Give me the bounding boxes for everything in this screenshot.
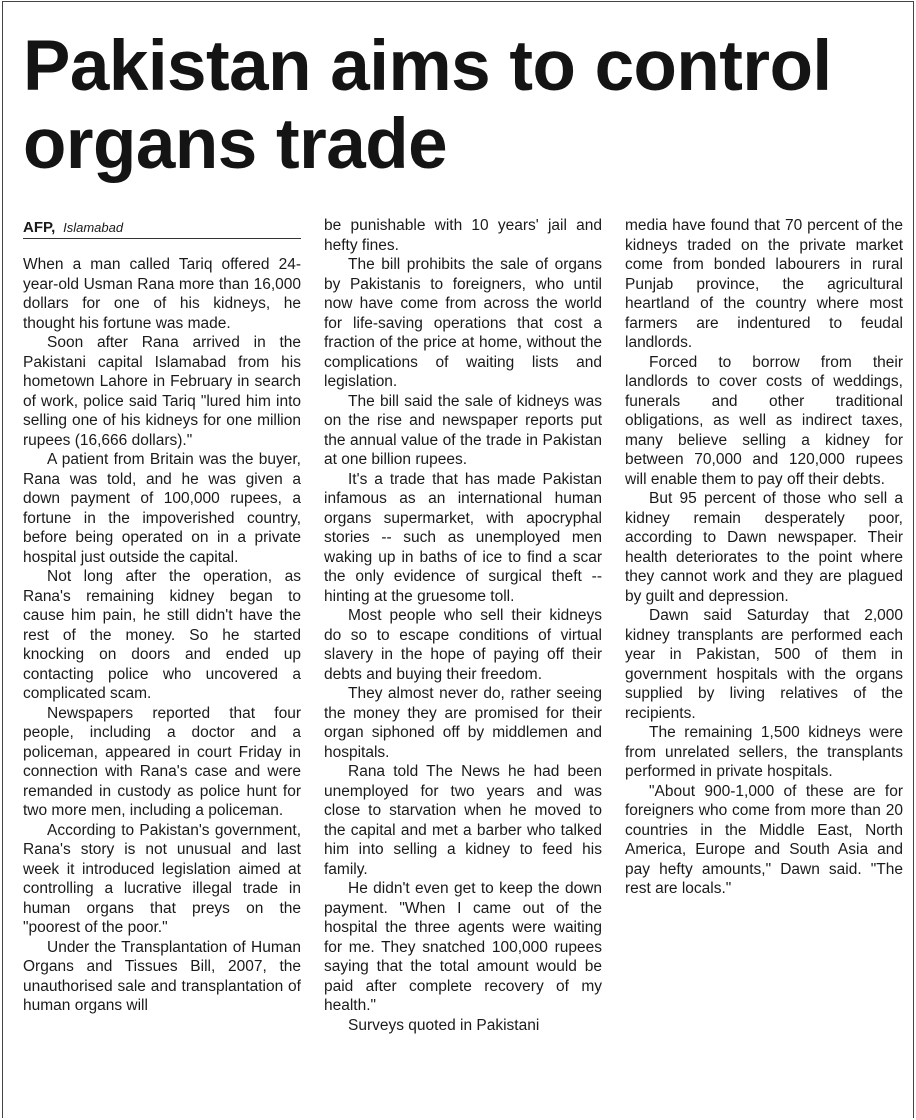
paragraph: Rana told The News he had been unemployed for two years and was close to starvation when he moved to the capital and met a barber who talked him into selling a kidney to feed his family. <box>324 763 602 878</box>
paragraph: Most people who sell their kidneys do so to escape conditions of virtual slavery in the hope of paying off their debts and buying their freedom. <box>324 607 602 683</box>
paragraph: Newspapers reported that four people, including a doctor and a policeman, appeared in court Friday in connection with Rana's case and were remanded in custody as police hunt for two more men, including a policeman. <box>23 704 301 819</box>
paragraph: media have found that 70 percent of the kidneys traded on the private market come from bonded labourers in rural Punjab province, the agricultural heartland of the country where most farmers are indentured to feudal landlords. <box>625 217 903 351</box>
paragraph: be punishable with 10 years' jail and hefty fines. <box>324 217 602 254</box>
paragraph: Not long after the operation, as Rana's remaining kidney began to cause him pain, he still didn't have the rest of the money. So he started knocking on doors and ended up contacting police who uncovered a complicated scam. <box>23 568 301 702</box>
article-column-2 <box>324 216 602 1106</box>
newspaper-clipping <box>2 1 914 1118</box>
paragraph: Surveys quoted in Pakistani <box>348 1016 540 1034</box>
paragraph: The bill prohibits the sale of organs by Pakistanis to foreigners, who until now have come from across the world for life-saving operations that cost a fraction of the price at home, without the complications of waiting lists and legislation. <box>324 256 602 390</box>
paragraph: He didn't even get to keep the down payment. "When I came out of the hospital the three agents were waiting for me. They snatched 100,000 rupees saying that the total amount would be paid after complete recovery of my health." <box>324 880 602 1014</box>
dateline-location: Islamabad <box>63 220 124 235</box>
paragraph: Dawn said Saturday that 2,000 kidney transplants are performed each year in Pakistan, 500 of them in government hospitals with the organs supplied by living relatives of the recipients. <box>625 607 903 722</box>
dateline <box>23 216 301 239</box>
paragraph: "About 900-1,000 of these are for foreigners who come from more than 20 countries in the Middle East, North America, Europe and South Asia and pay hefty amounts," Dawn said. "The rest are locals." <box>625 782 903 897</box>
paragraph: Forced to borrow from their landlords to cover costs of weddings, funerals and other traditional obligations, as well as indirect taxes, many believe selling a kidney for between 70,000 and 120,000 rupees will enable them to pay off their debts. <box>625 353 903 488</box>
article-column-1 <box>23 216 301 1106</box>
paragraph: The remaining 1,500 kidneys were from unrelated sellers, the transplants performed in private hospitals. <box>625 724 903 780</box>
paragraph: According to Pakistan's government, Rana's story is not unusual and last week it introduced legislation aimed at controlling a lucrative illegal trade in human organs that preys on the "poorest of the poor." <box>23 821 301 936</box>
paragraph: Under the Transplantation of Human Organs and Tissues Bill, 2007, the unauthorised sale and transplantation of human organs will <box>23 938 301 1014</box>
agency-name: AFP, <box>23 219 56 236</box>
headline: Pakistan aims to control organs trade <box>23 27 832 184</box>
paragraph: A patient from Britain was the buyer, Rana was told, and he was given a down payment of 100,000 rupees, a fortune in the impoverished country, before being operated on in a private hospital just outside the capital. <box>23 451 301 566</box>
paragraph: They almost never do, rather seeing the money they are promised for their organ siphoned off by middlemen and hospitals. <box>324 685 602 761</box>
article-column-3 <box>625 216 903 1106</box>
paragraph: When a man called Tariq offered 24-year-old Usman Rana more than 16,000 dollars for one of his kidneys, he thought his fortune was made. <box>23 256 301 332</box>
paragraph: The bill said the sale of kidneys was on the rise and newspaper reports put the annual value of the trade in Pakistan at one billion rupees. <box>324 392 602 468</box>
paragraph: Soon after Rana arrived in the Pakistani capital Islamabad from his hometown Lahore in February in search of work, police said Tariq "lured him into selling one of his kidneys for one million rupees (16,666 dollars)." <box>23 334 301 449</box>
paragraph: It's a trade that has made Pakistan infamous as an international human organs supermarket, with apocryphal stories -- such as unemployed men waking up in baths of ice to find a scar the only evidence of surgical theft -- hinting at the gruesome toll. <box>324 470 602 605</box>
paragraph: But 95 percent of those who sell a kidney remain desperately poor, according to Dawn newspaper. Their health deteriorates to the point where they cannot work and they are plagued by guilt and depression. <box>625 490 903 605</box>
